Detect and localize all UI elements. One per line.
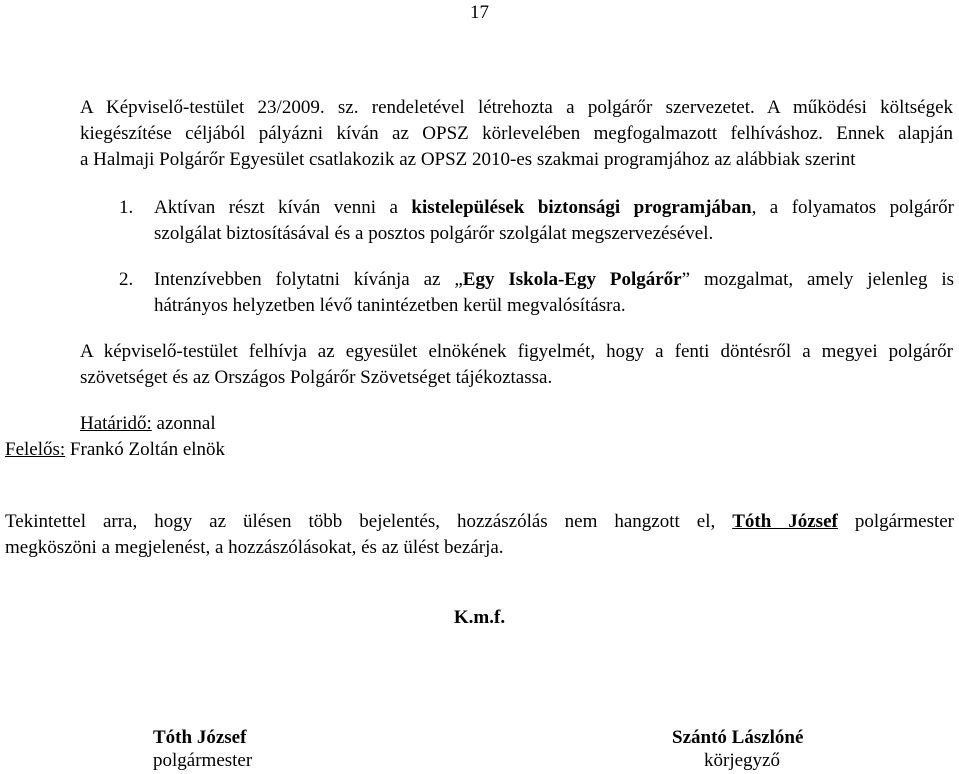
list-item-line-2: szolgálat biztosításával és a posztos polgárőr szolgálat megszervezésével. bbox=[154, 223, 714, 244]
resolution-line-2: szövetséget és az Országos Polgárőr Szövetséget tájékoztassa. bbox=[80, 367, 553, 388]
signature-title: polgármester bbox=[153, 750, 253, 771]
intro-line-2: kiegészítése céljából pályázni kíván az OPSZ körlevelében megfogalmazott felhíváshoz. Ennek alapján bbox=[80, 123, 953, 144]
intro-line-1: A Képviselő-testület 23/2009. sz. rendeletével létrehozta a polgárőr szervezetet. A működési költségek bbox=[80, 97, 953, 118]
list-item-bold-text: Egy Iskola-Egy Polgárőr bbox=[462, 269, 682, 290]
closing-name: Tóth József bbox=[732, 511, 838, 532]
closing-text: Tekintettel arra, hogy az ülésen több bejelentés, hozzászólás nem hangzott el, bbox=[5, 511, 716, 532]
list-item-number: 1. bbox=[119, 197, 134, 218]
kmf: K.m.f. bbox=[453, 607, 506, 628]
list-item-line bbox=[154, 195, 954, 221]
deadline bbox=[80, 411, 216, 437]
closing-line-1 bbox=[5, 509, 954, 535]
list-item-text: Aktívan részt kíván venni a bbox=[154, 197, 398, 218]
list-item-text: Intenzívebben folytatni kívánja az „ bbox=[154, 269, 463, 290]
list-item-bold-text: kistelepülések biztonsági programjában bbox=[411, 197, 752, 218]
list-item-line-2: hátrányos helyzetben lévő tanintézetben kerül megvalósításra. bbox=[154, 295, 626, 316]
list-item-text: ” mozgalmat, amely jelenleg is bbox=[681, 269, 955, 290]
deadline-label: Határidő: bbox=[80, 413, 152, 434]
deadline-value: azonnal bbox=[151, 413, 216, 434]
list-item-text: , a folyamatos polgárőr bbox=[751, 197, 955, 218]
page-number: 17 bbox=[470, 2, 489, 23]
responsible-value: Frankó Zoltán elnök bbox=[65, 439, 226, 460]
closing-line-2: megköszöni a megjelenést, a hozzászólásokat, és az ülést bezárja. bbox=[5, 537, 504, 558]
responsible-label: Felelős: bbox=[5, 439, 66, 460]
responsible bbox=[5, 437, 225, 463]
intro-line-3: a Halmaji Polgárőr Egyesület csatlakozik az OPSZ 2010-es szakmai programjához az alábbiak szerint bbox=[80, 149, 856, 170]
closing-text: polgármester bbox=[854, 511, 955, 532]
signature-title: körjegyző bbox=[704, 750, 780, 771]
list-item-number: 2. bbox=[119, 269, 134, 290]
signature-name: Szántó Lászlóné bbox=[672, 727, 804, 748]
list-item-line bbox=[154, 267, 954, 293]
resolution-line-1: A képviselő-testület felhívja az egyesület elnökének figyelmét, hogy a fenti döntésről a megyei polgárőr bbox=[80, 341, 953, 362]
signature-name: Tóth József bbox=[153, 727, 247, 748]
